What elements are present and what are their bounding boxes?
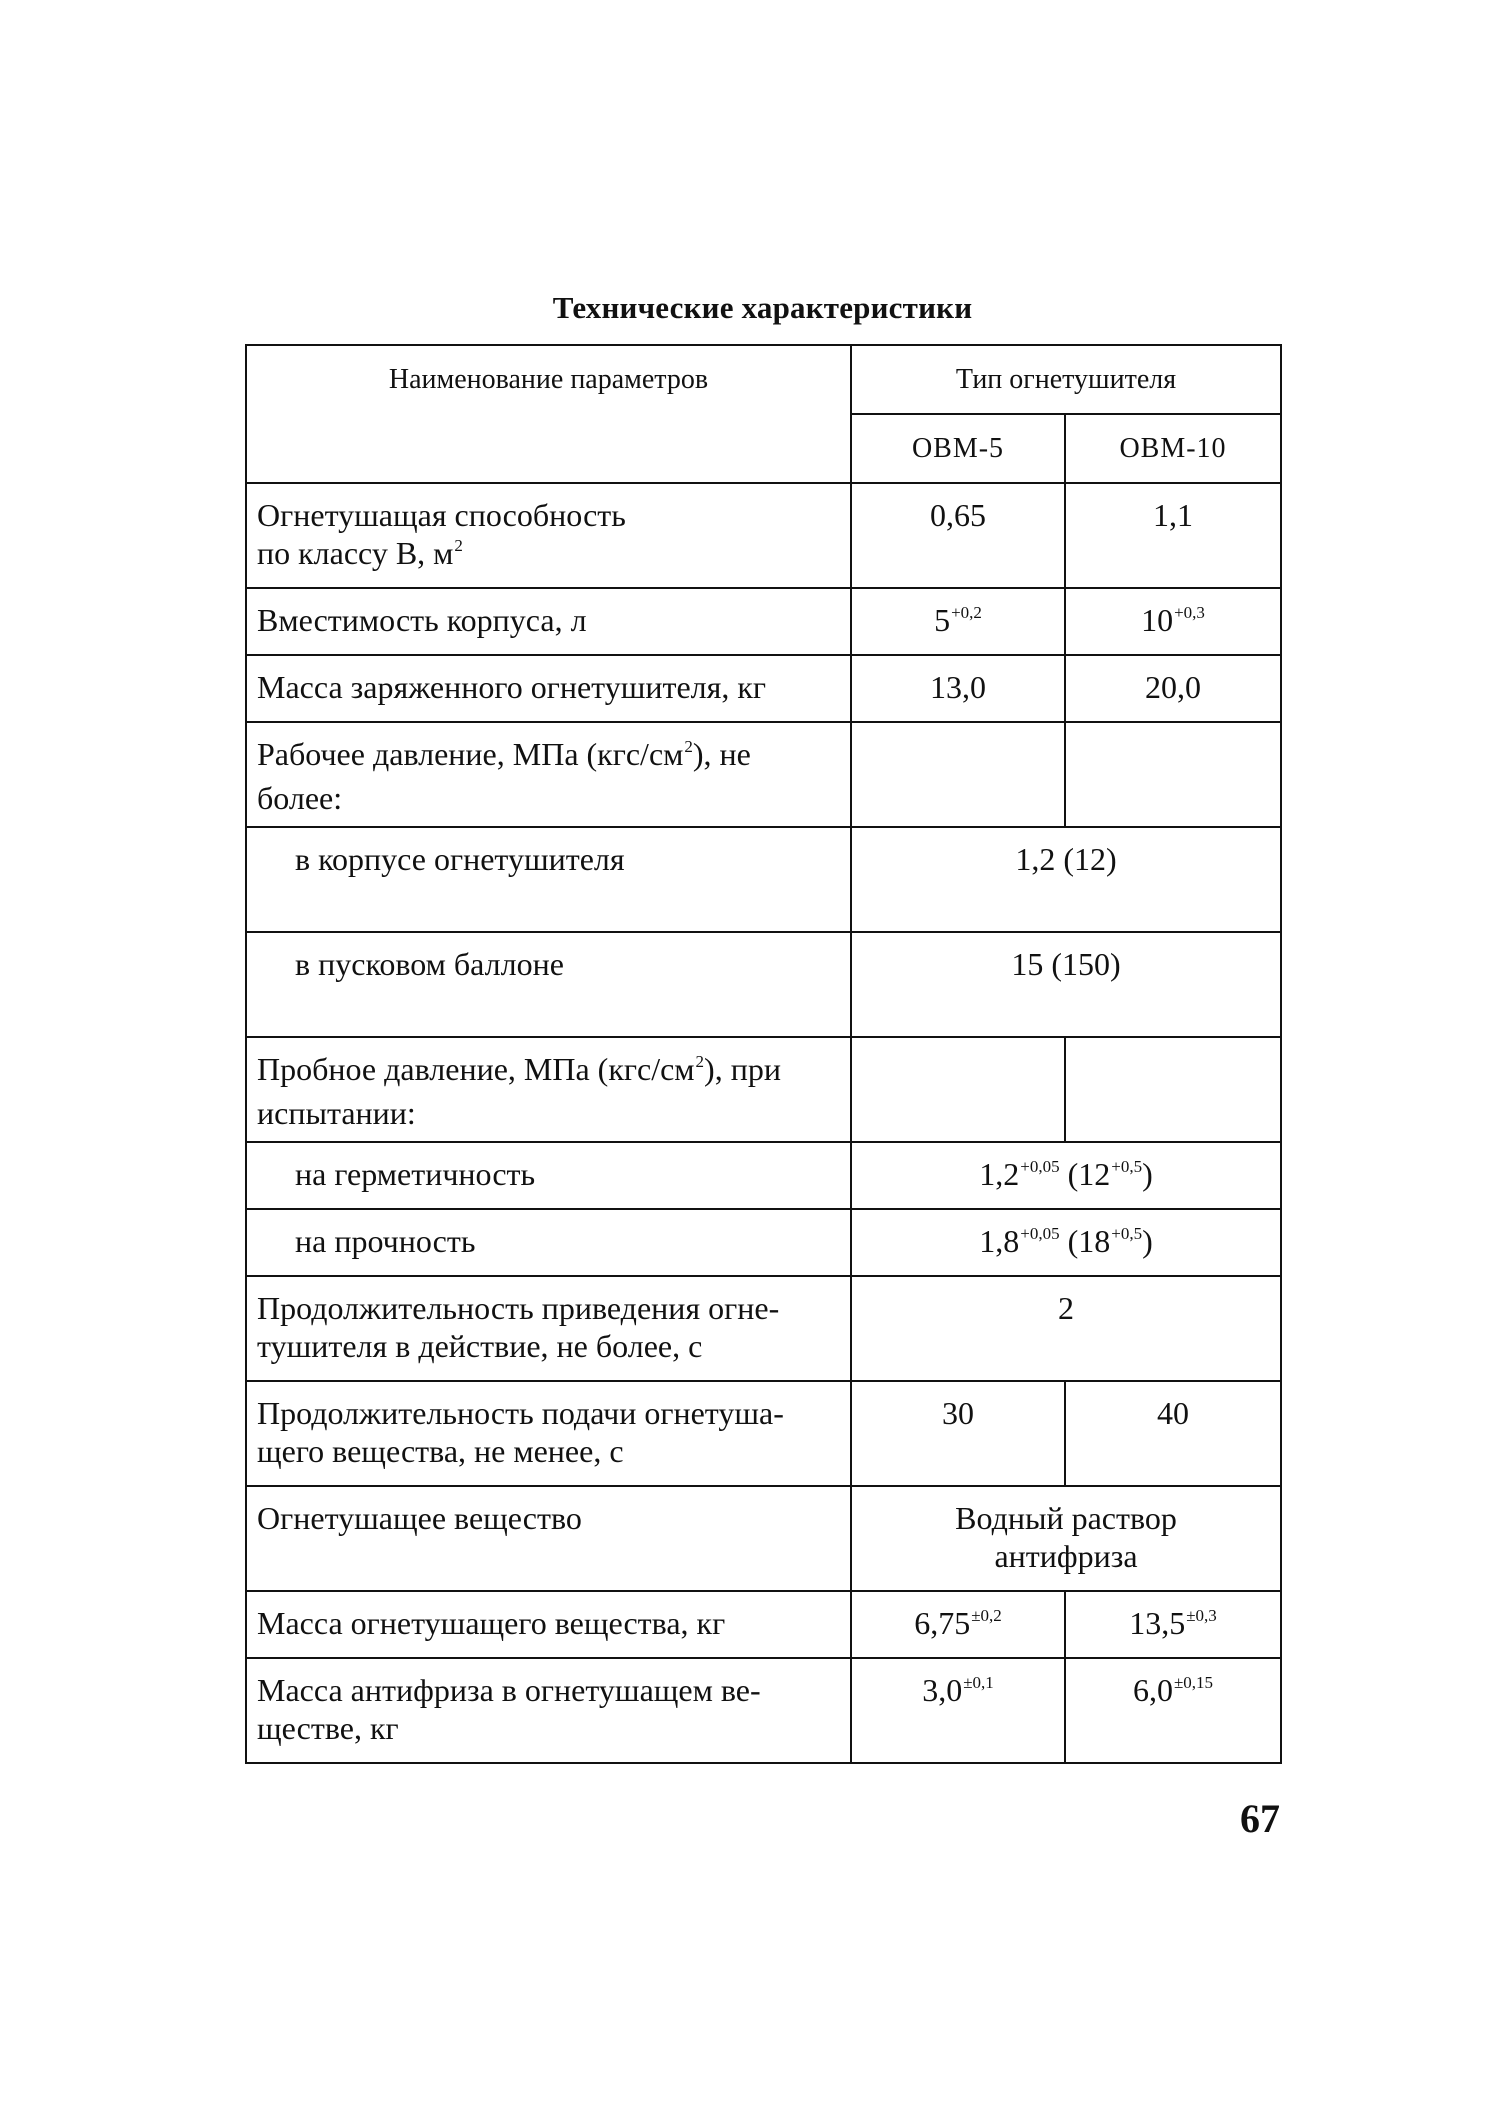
table-row [246,588,1281,655]
param-name: в пусковом баллоне [246,932,851,1037]
param-name: Масса заряженного огнетушителя, кг [246,655,851,722]
table-row [246,1591,1281,1658]
value-common: Водный раствор антифриза [851,1486,1281,1591]
table-row [246,1381,1281,1486]
table-row [246,1142,1281,1209]
table-row [246,655,1281,722]
value-common: $1,2^{+0,05}$ $(12^{+0,5})$ [851,1142,1281,1209]
param-name: Огнетушащее вещество [246,1486,851,1591]
table-row [246,1276,1281,1381]
value-common: 2 [851,1276,1281,1381]
value-ovm5: 13,0 [851,655,1065,722]
param-name: Вместимость корпуса, л [246,588,851,655]
table-row [246,1209,1281,1276]
table-row [246,483,1281,588]
param-name: в корпусе огнетушителя [246,827,851,932]
header-col-ovm5: ОВМ-5 [851,414,1065,483]
value-ovm10: $13,5^{\pm 0,3}$ [1065,1591,1281,1658]
param-name: Продолжительность подачи огнетуша-щего вещества, не менее, с [246,1381,851,1486]
param-name: Масса антифриза в огнетушащем ве-ществе, кг [246,1658,851,1763]
page-title: Технические характеристики [552,290,973,325]
value-ovm10: 40 [1065,1381,1281,1486]
value-ovm10 [1065,722,1281,827]
value-ovm5: $5^{+0,2}$ [851,588,1065,655]
specifications-table [245,344,1282,1764]
param-name: Огнетушащая способность по классу В, $м^2$ [246,483,851,588]
header-type-group: Тип огнетушителя [851,345,1281,414]
table-row [246,1486,1281,1591]
param-name: Рабочее давление, МПа $(кгс/см^2)$, не более: [246,722,851,827]
table-row [246,722,1281,827]
page-number: 67 [1240,1796,1280,1841]
value-ovm10: $6,0^{\pm 0,15}$ [1065,1658,1281,1763]
value-common: 15 (150) [851,932,1281,1037]
param-name: Пробное давление, МПа $(кгс/см^2)$, при испытании: [246,1037,851,1142]
header-param-name: Наименование параметров [246,345,851,483]
value-ovm5 [851,1037,1065,1142]
value-ovm10: 20,0 [1065,655,1281,722]
param-name: Масса огнетушащего вещества, кг [246,1591,851,1658]
table-row [246,932,1281,1037]
table-header-row [246,345,1281,414]
value-common: $1,8^{+0,05}$ $(18^{+0,5})$ [851,1209,1281,1276]
value-ovm5: 30 [851,1381,1065,1486]
param-name: Продолжительность приведения огне-тушителя в действие, не более, с [246,1276,851,1381]
table-row [246,827,1281,932]
value-ovm5 [851,722,1065,827]
param-name: на прочность [246,1209,851,1276]
value-ovm5: $3,0^{\pm 0,1}$ [851,1658,1065,1763]
value-ovm10: $10^{+0,3}$ [1065,588,1281,655]
value-ovm5: 0,65 [851,483,1065,588]
header-col-ovm10: ОВМ-10 [1065,414,1281,483]
value-ovm10 [1065,1037,1281,1142]
value-ovm10: 1,1 [1065,483,1281,588]
table-row [246,1037,1281,1142]
value-common: 1,2 (12) [851,827,1281,932]
value-ovm5: $6,75^{\pm 0,2}$ [851,1591,1065,1658]
param-name: на герметичность [246,1142,851,1209]
table-row [246,1658,1281,1763]
